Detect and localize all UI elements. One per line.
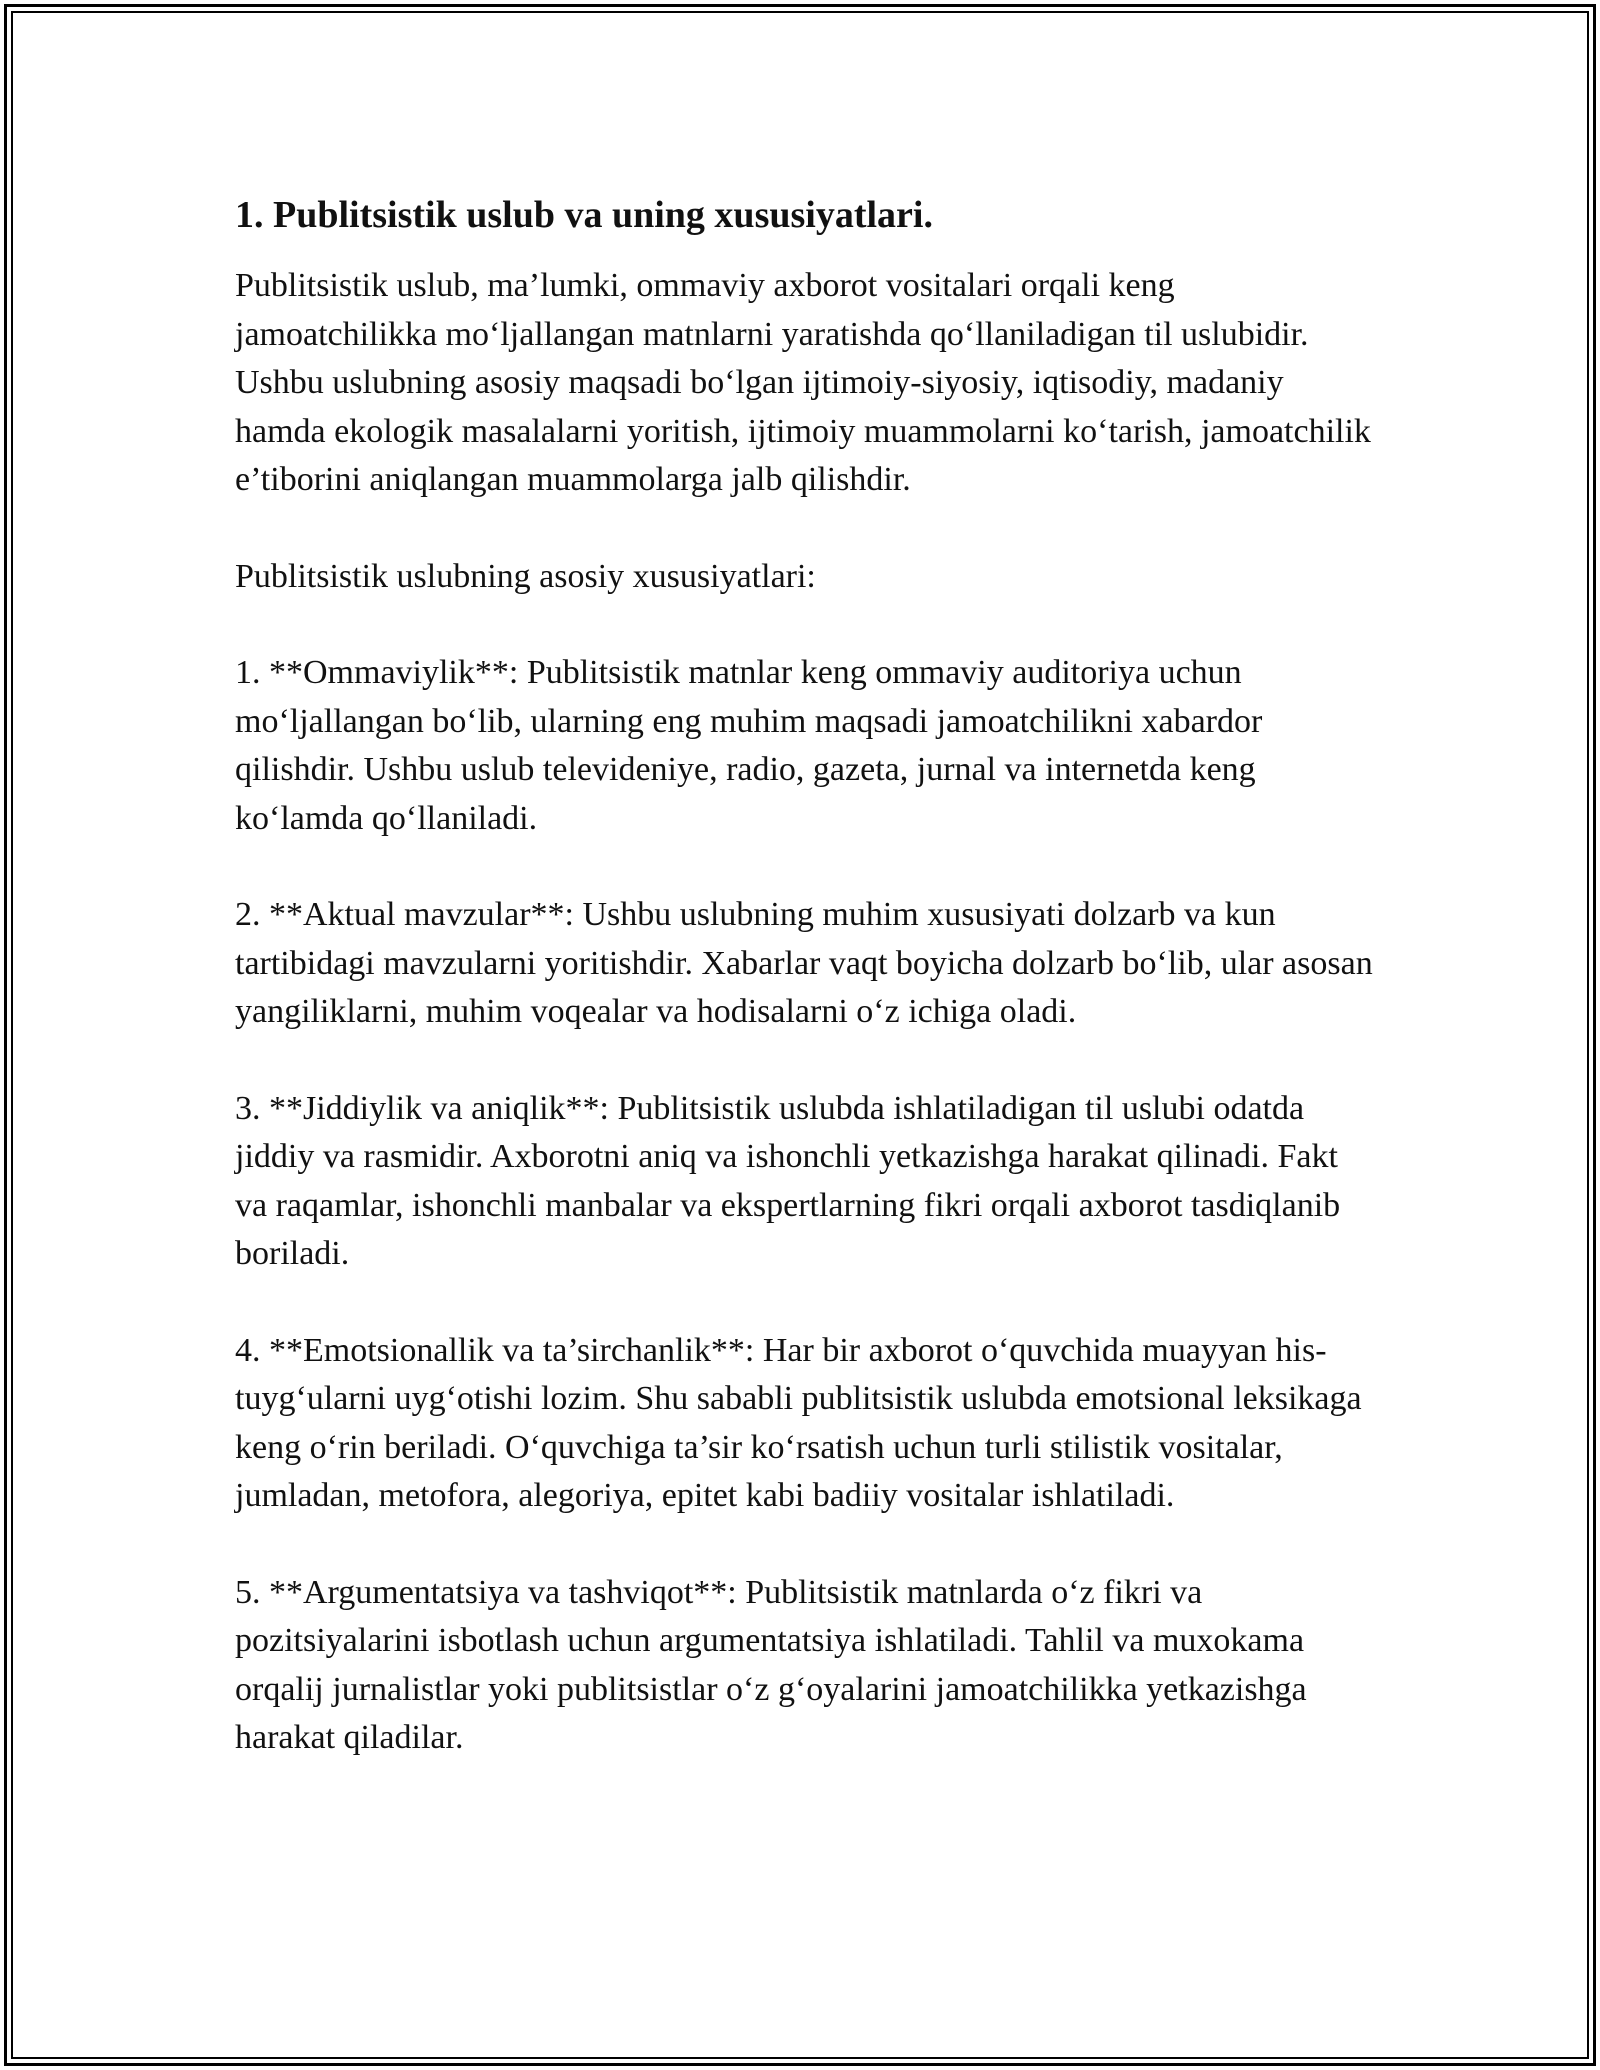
feature-item-jiddiylik: 3. **Jiddiylik va aniqlik**: Publitsistik uslubda ishlatiladigan til uslubi odatda jiddiy va rasmidir. Axborotni aniq va ishonchli yetkazishga harakat qilinadi. Fakt va raqamlar, ishonchli manbalar va ekspertlarning fikri orqali axborot tasdiqlanib boriladi.	[235, 1089, 1341, 1272]
intro-paragraph: Publitsistik uslub, ma’lumki, ommaviy axborot vositalari orqali keng jamoatchilikka moʻljallangan matnlarni yaratishda qoʻllaniladigan til uslubidir. Ushbu uslubning asosiy maqsadi boʻlgan ijtimoiy-siyosiy, iqtisodiy, madaniy hamda ekologik masalalarni yoritish, ijtimoiy muammolarni koʻtarish, jamoatchilik e’tiborini aniqlangan muammolarga jalb qilishdir.	[235, 267, 1371, 498]
feature-item-aktual-mavzular: 2. **Aktual mavzular**: Ushbu uslubning muhim xususiyati dolzarb va kun tartibidagi mavzularni yoritishdir. Xabarlar vaqt boyicha dolzarb boʻlib, ular asosan yangiliklarni, muhim voqealar va hodisalarni oʻz ichiga oladi.	[235, 896, 1373, 1030]
feature-item-argumentatsiya: 5. **Argumentatsiya va tashviqot**: Publitsistik matnlarda oʻz fikri va pozitsiyalarini isbotlash uchun argumentatsiya ishlatiladi. Tahlil va muxokama orqalij jurnalistlar yoki publitsistlar oʻz gʻoyalarini jamoatchilikka yetkazishga harakat qiladilar.	[235, 1573, 1307, 1756]
document-heading: 1. Publitsistik uslub va uning xususiyatlari.	[235, 194, 933, 236]
document-body	[235, 190, 1375, 1811]
features-subheading: Publitsistik uslubning asosiy xususiyatlari:	[235, 557, 816, 595]
feature-item-emotsionallik: 4. **Emotsionallik va ta’sirchanlik**: Har bir axborot oʻquvchida muayyan his-tuygʻularni uygʻotishi lozim. Shu sababli publitsistik uslubda emotsional leksikaga keng oʻrin beriladi. Oʻquvchiga ta’sir koʻrsatish uchun turli stilistik vositalar, jumladan, metofora, alegoriya, epitet kabi badiiy vositalar ishlatiladi.	[235, 1331, 1362, 1514]
feature-item-ommaviylik: 1. **Ommaviylik**: Publitsistik matnlar keng ommaviy auditoriya uchun moʻljallangan boʻlib, ularning eng muhim maqsadi jamoatchilikni xabardor qilishdir. Ushbu uslub televideniye, radio, gazeta, jurnal va internetda keng koʻlamda qoʻllaniladi.	[235, 654, 1263, 837]
